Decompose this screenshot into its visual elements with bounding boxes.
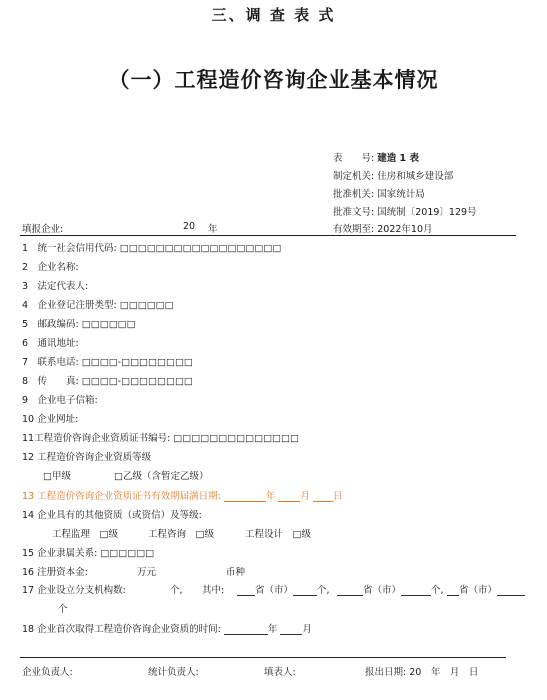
- meta-org-value: 住房和城乡建设部: [377, 171, 454, 182]
- q9-email[interactable]: 9 企业电子信箱:: [22, 395, 98, 406]
- meta-approve: [333, 186, 425, 200]
- q16-reg-capital: [22, 564, 88, 578]
- footer-divider: [20, 657, 506, 658]
- fill-company-label: 填报企业:: [22, 224, 64, 235]
- footer-head: 企业负责人:: [22, 667, 73, 678]
- q12-grade-b-checkbox[interactable]: □乙级（含暂定乙级）: [114, 471, 209, 482]
- q12-qual-level: 12 工程造价咨询企业资质等级: [22, 452, 152, 463]
- q13-label: 13 工程造价咨询企业资质证书有效期届满日期:: [22, 491, 221, 502]
- meta-valid: [333, 221, 433, 235]
- meta-doc: [333, 204, 477, 218]
- q17-count3-field[interactable]: [497, 584, 525, 596]
- q17-prov1-field[interactable]: [237, 584, 255, 596]
- page-title: （一）工程造价咨询企业基本情况: [108, 68, 439, 92]
- q13-cert-expiry: [22, 488, 342, 502]
- meta-org-label: 制定机关:: [333, 171, 375, 182]
- q17-count2-field[interactable]: [401, 584, 431, 596]
- q17-count1-field[interactable]: [293, 584, 317, 596]
- q17-among: 其中:: [202, 585, 225, 596]
- q16-label: 16 注册资本金:: [22, 567, 88, 578]
- q18-month-field[interactable]: [280, 623, 302, 635]
- meta-doc-value: 国统制〔2019〕129号: [377, 207, 477, 218]
- meta-doc-label: 批准文号:: [333, 207, 375, 218]
- q16-unit-currency: 币种: [226, 567, 246, 578]
- q18-first-qual-date: [22, 621, 312, 635]
- meta-table-no: [333, 150, 419, 164]
- q14-design-checkbox[interactable]: 工程设计 □级: [245, 529, 311, 540]
- q17-ge3: 个: [58, 604, 68, 615]
- footer-stats: 统计负责人:: [148, 667, 199, 678]
- q6-address[interactable]: 6 通讯地址:: [22, 338, 79, 349]
- meta-approve-label: 批准机关:: [333, 189, 375, 200]
- q17-prov2-field[interactable]: [337, 584, 363, 596]
- q18-year-field[interactable]: [224, 623, 268, 635]
- q14-other-quals: 14 企业具有的其他资质（或资信）及等级:: [22, 510, 202, 521]
- footer-date-value: 20 年 月 日: [409, 667, 479, 678]
- footer-filler: 填表人:: [264, 667, 296, 678]
- meta-org: [333, 168, 453, 182]
- q13-month-unit: 月: [300, 491, 310, 502]
- q13-month-field[interactable]: [278, 490, 300, 502]
- header-divider: [20, 235, 516, 236]
- q18-label: 18 企业首次取得工程造价咨询企业资质的时间:: [22, 624, 221, 635]
- q17-branch-1: [237, 582, 330, 596]
- q17-ge1: 个,: [317, 585, 330, 596]
- q3-legal-rep[interactable]: 3 法定代表人:: [22, 281, 89, 292]
- q18-year-unit: 年: [267, 624, 278, 635]
- q7-phone[interactable]: 7 联系电话: □□□□-□□□□□□□□: [22, 357, 193, 368]
- meta-approve-value: 国家统计局: [377, 189, 425, 200]
- q13-year-field[interactable]: [224, 490, 266, 502]
- q17-prov3-field[interactable]: [447, 584, 459, 596]
- q13-day-field[interactable]: [313, 490, 333, 502]
- fill-year-num: 20: [183, 221, 196, 232]
- q17-unit: 个,: [170, 585, 183, 596]
- q5-postcode[interactable]: 5 邮政编码: □□□□□□: [22, 319, 136, 330]
- q17-prov1-label: 省（市）: [255, 585, 294, 596]
- q17-prov2-label: 省（市）: [363, 585, 402, 596]
- q2-company-name[interactable]: 2 企业名称:: [22, 262, 79, 273]
- q8-fax[interactable]: 8 传 真: □□□□-□□□□□□□□: [22, 376, 193, 387]
- q14-consulting-checkbox[interactable]: 工程咨询 □级: [148, 529, 214, 540]
- q18-month-unit: 月: [302, 624, 312, 635]
- section-title: 三、调 查 表 式: [211, 6, 336, 24]
- q4-reg-type[interactable]: 4 企业登记注册类型: □□□□□□: [22, 300, 174, 311]
- meta-valid-label: 有效期至:: [333, 224, 375, 235]
- q1-credit-code[interactable]: 1 统一社会信用代码: □□□□□□□□□□□□□□□□□□: [22, 243, 282, 254]
- q11-cert-no[interactable]: 11工程造价咨询企业资质证书编号: □□□□□□□□□□□□□□: [22, 433, 299, 444]
- q13-year-unit: 年: [265, 491, 276, 502]
- q13-day-unit: 日: [332, 491, 343, 502]
- footer-date: [365, 664, 478, 678]
- meta-table-no-value: 建造 1 表: [377, 153, 419, 164]
- q12-grade-a-checkbox[interactable]: □甲级: [43, 471, 71, 482]
- fill-year-unit: 年: [208, 224, 218, 235]
- q15-affiliation[interactable]: 15 企业隶属关系: □□□□□□: [22, 548, 155, 559]
- q17-branch-2: [337, 582, 444, 596]
- q17-prov3-label: 省（市）: [459, 585, 498, 596]
- q14-supervision-checkbox[interactable]: 工程监理 □级: [52, 529, 118, 540]
- q10-website[interactable]: 10 企业网址:: [22, 414, 79, 425]
- footer-date-label: 报出日期:: [365, 667, 407, 678]
- q16-unit-wanyuan: 万元: [137, 567, 157, 578]
- q17-ge2: 个,: [431, 585, 444, 596]
- q17-branch-3: [447, 582, 525, 596]
- meta-table-no-label: 表 号:: [333, 153, 375, 164]
- q17-branches: 17 企业设立分支机构数:: [22, 585, 126, 596]
- meta-valid-value: 2022年10月: [377, 224, 433, 235]
